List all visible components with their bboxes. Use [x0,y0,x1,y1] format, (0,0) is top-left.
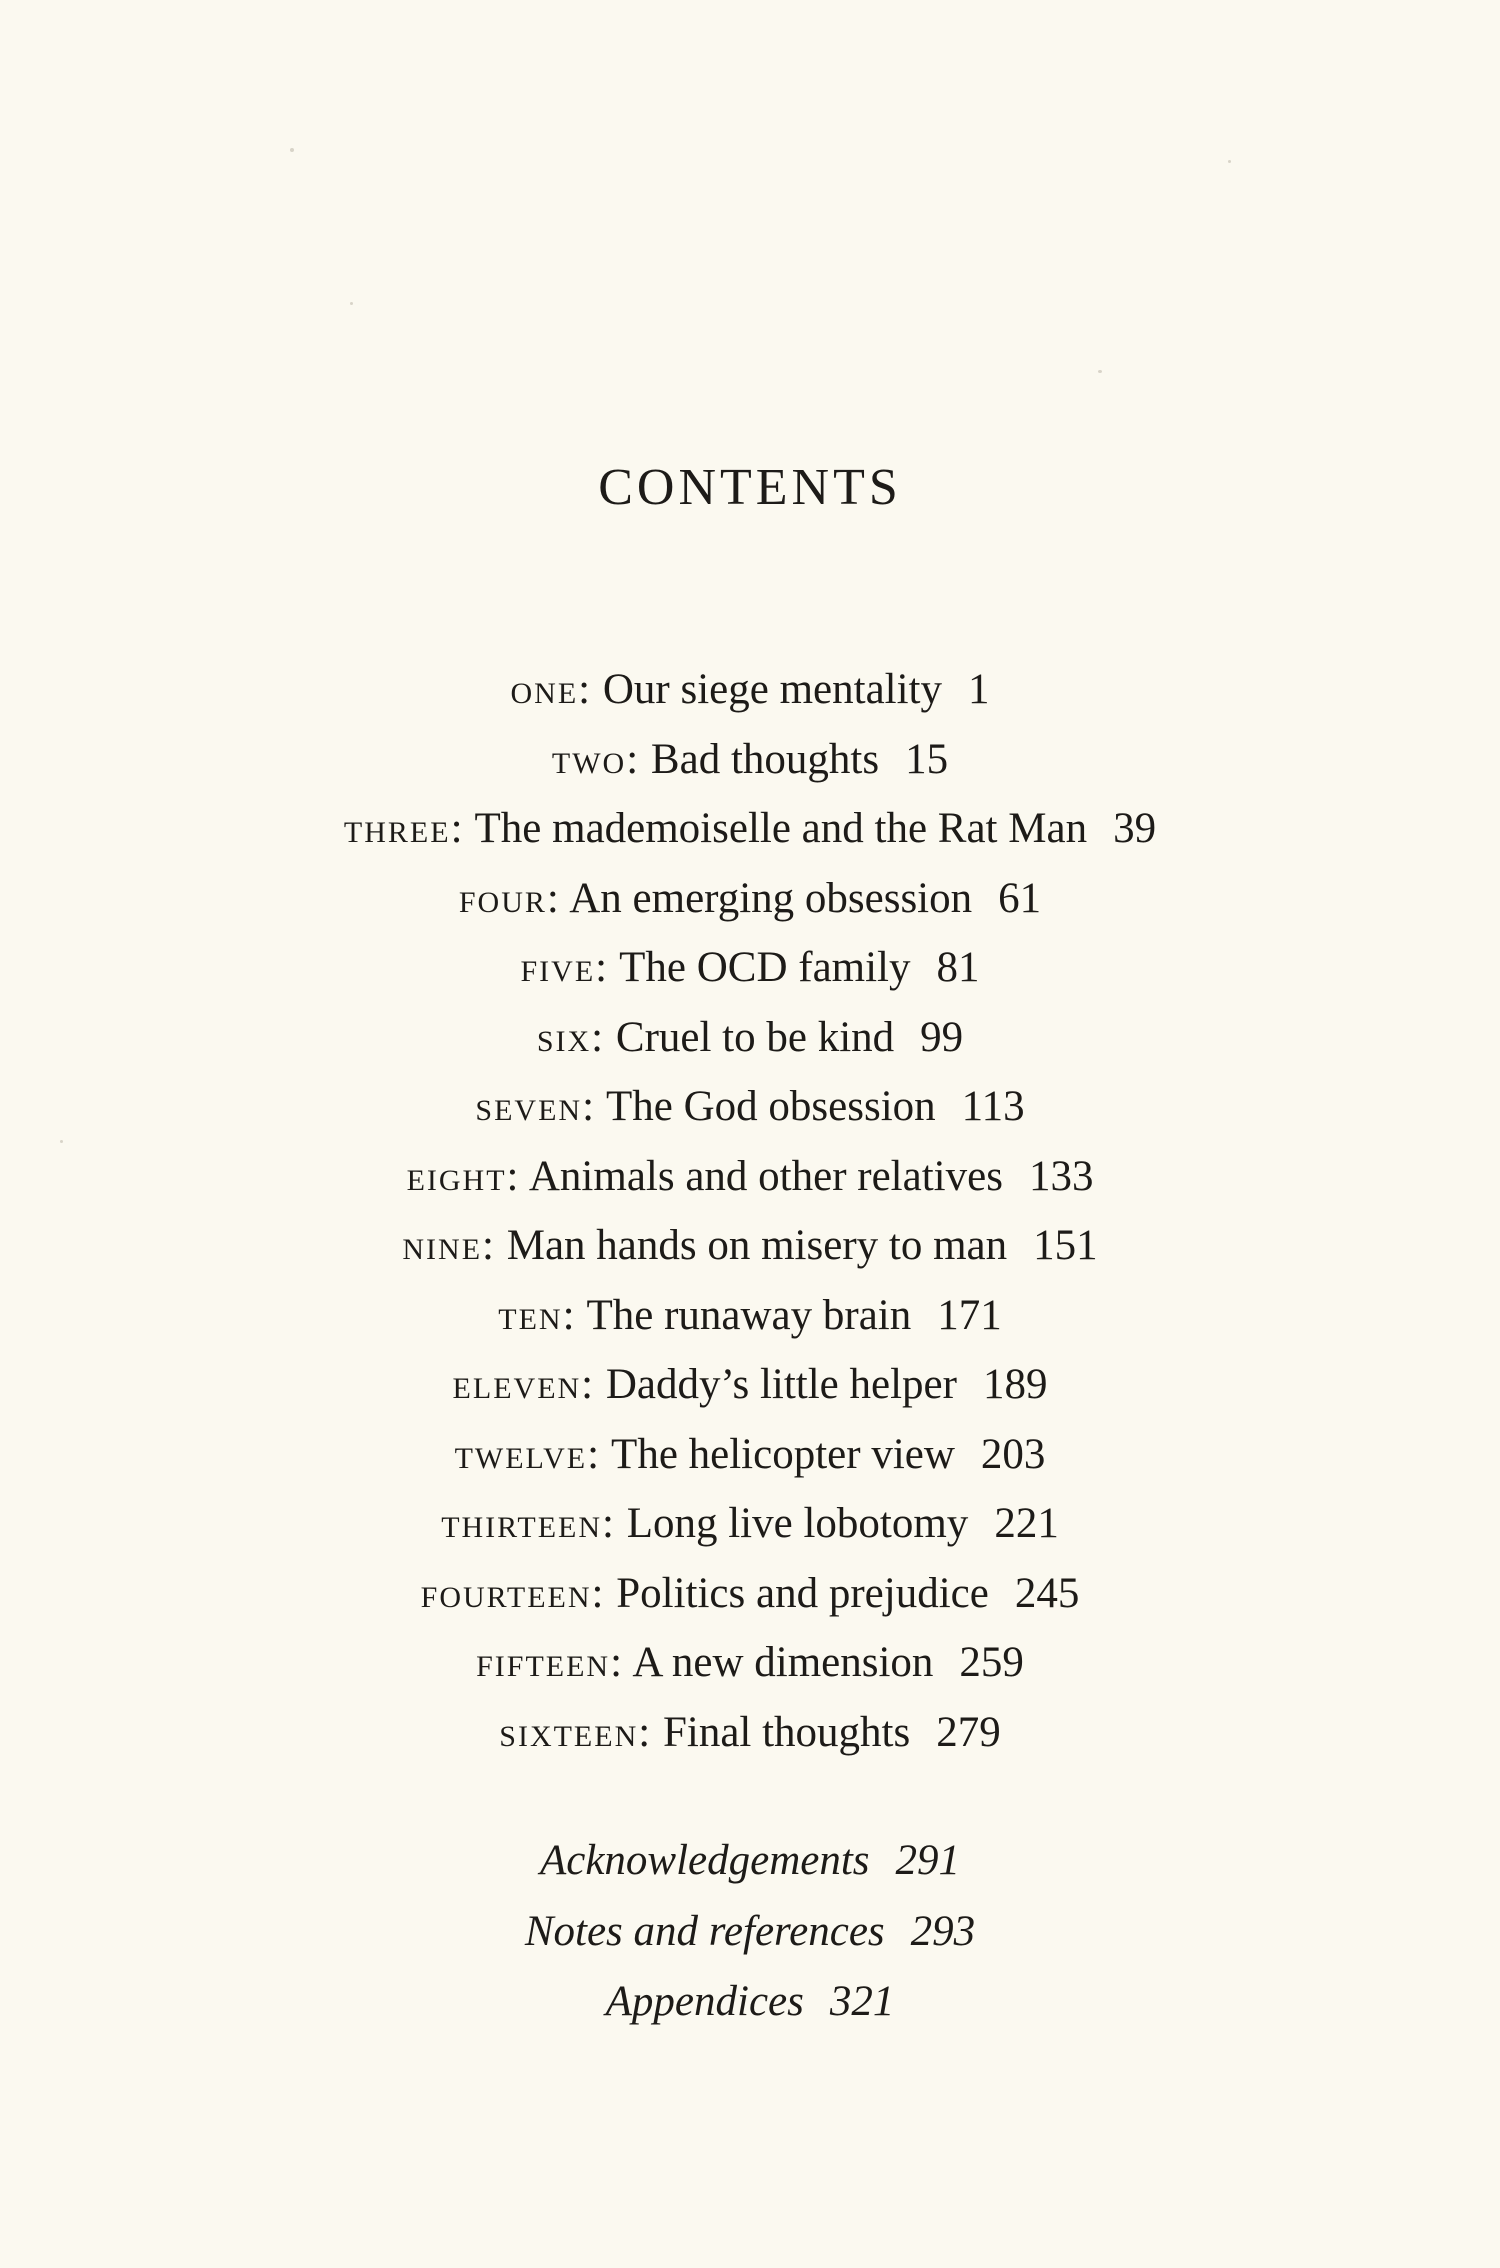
page-number: 245 [1014,1569,1080,1617]
chapter-title: The runaway brain [586,1291,912,1339]
chapter-number: ten: [498,1291,577,1339]
toc-entry[interactable] [0,1967,1500,2038]
toc-entry[interactable] [0,655,1500,725]
chapter-number: two: [551,735,641,783]
toc-entry[interactable] [0,1826,1500,1897]
toc-entry[interactable] [0,725,1500,795]
chapter-title: Our siege mentality [602,666,942,713]
chapter-number: nine: [402,1222,496,1269]
chapter-title: Man hands on misery to man [506,1222,1008,1269]
page-number: 81 [936,944,980,991]
toc-entry[interactable] [0,1142,1500,1212]
page-number: 189 [982,1361,1048,1408]
chapter-number: fifteen: [476,1639,625,1686]
chapter-number: eleven: [452,1361,596,1408]
toc-entry[interactable] [0,1003,1500,1073]
page-number: 321 [829,1978,895,2025]
back-matter-title: Appendices [605,1978,804,2025]
toc-entry[interactable] [0,1420,1500,1490]
toc-entry[interactable] [0,1072,1500,1142]
page-number: 171 [937,1291,1002,1339]
paper-speck [1228,160,1231,163]
chapter-number: three: [343,805,465,852]
toc-entry[interactable] [0,1698,1500,1768]
chapter-number: eight: [406,1152,521,1200]
chapter-title: An emerging obsession [569,874,973,922]
back-matter-list [0,1826,1500,2038]
toc-entry[interactable] [0,933,1500,1003]
chapter-title: A new dimension [632,1639,934,1686]
chapter-number: sixteen: [499,1708,653,1756]
chapter-number: four: [458,874,561,922]
chapter-title: Final thoughts [662,1708,911,1756]
toc-entry[interactable] [0,1559,1500,1629]
page-number: 113 [961,1083,1025,1130]
page-number: 291 [895,1837,961,1884]
page-number: 279 [936,1708,1001,1756]
chapter-number: seven: [475,1083,597,1130]
chapter-title: The mademoiselle and the Rat Man [474,805,1088,852]
chapter-number: one: [510,666,593,713]
page-number: 99 [920,1013,964,1061]
toc-entry[interactable] [0,1350,1500,1420]
chapter-number: five: [520,944,610,991]
chapter-number: six: [536,1013,606,1061]
chapter-title: Long live lobotomy [626,1500,969,1547]
chapter-title: The OCD family [619,944,911,991]
chapter-number: twelve: [454,1430,602,1478]
chapter-title: Politics and prejudice [616,1569,989,1617]
paper-speck [350,302,353,305]
chapter-title: Bad thoughts [650,735,880,783]
paper-speck [1098,370,1102,373]
chapter-title: Daddy’s little helper [605,1361,957,1408]
page-title: CONTENTS [598,459,902,516]
chapter-number: fourteen: [420,1569,606,1617]
toc-entry[interactable] [0,1281,1500,1351]
toc-entry[interactable] [0,1628,1500,1698]
toc-entry[interactable] [0,1489,1500,1559]
paper-speck [290,148,294,152]
toc-entry[interactable] [0,1897,1500,1968]
toc-entry[interactable] [0,794,1500,864]
chapter-number: thirteen: [441,1500,616,1547]
chapter-list [0,655,1500,1767]
chapter-title: Animals and other relatives [528,1152,1003,1200]
page-number: 221 [994,1500,1059,1547]
page-number: 259 [959,1639,1024,1686]
page-number: 203 [980,1430,1046,1478]
toc-entry[interactable] [0,1211,1500,1281]
page-number: 151 [1033,1222,1098,1269]
page-number: 293 [910,1907,976,1955]
page-number: 61 [998,874,1042,922]
chapter-title: Cruel to be kind [615,1013,895,1061]
page-number: 133 [1028,1152,1094,1200]
back-matter-title: Notes and references [524,1907,885,1955]
chapter-title: The God obsession [606,1083,936,1130]
page-number: 1 [968,666,990,713]
page-number: 39 [1113,805,1157,852]
toc-entry[interactable] [0,864,1500,934]
page-number: 15 [905,735,949,783]
chapter-title: The helicopter view [611,1430,955,1478]
back-matter-title: Acknowledgements [539,1837,870,1884]
